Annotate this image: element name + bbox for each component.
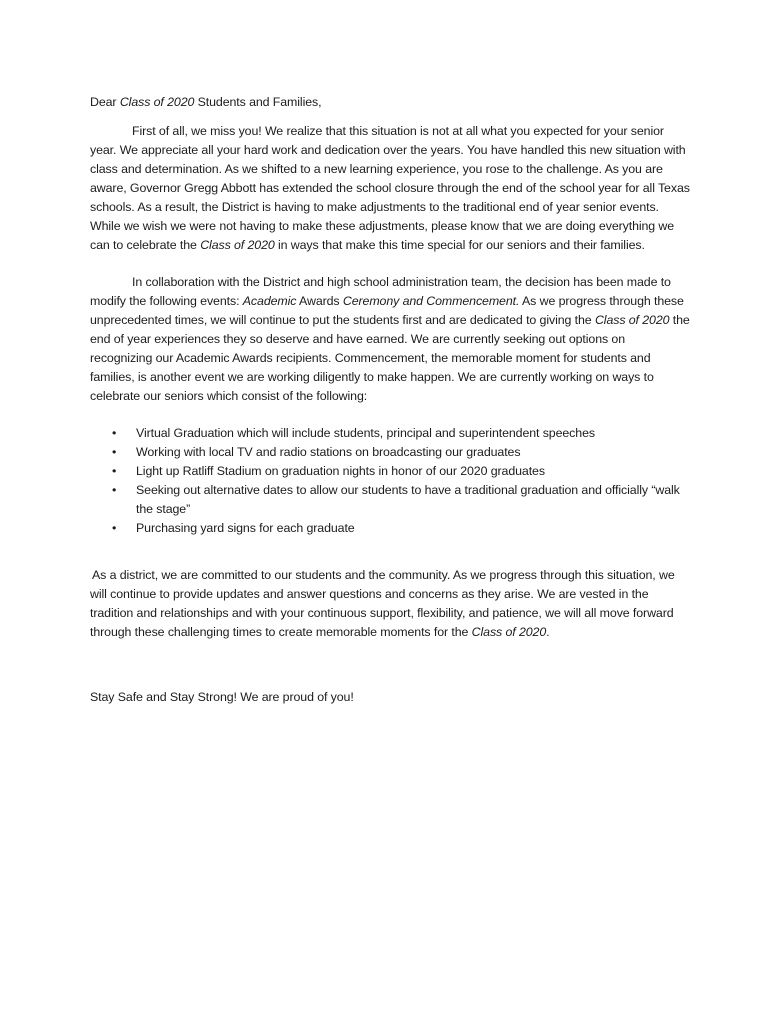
paragraph-1-class-name: Class of 2020 [200,238,275,252]
list-item-text: Light up Ratliff Stadium on graduation nights in honor of our 2020 graduates [136,464,545,478]
paragraph-3 [90,566,690,642]
list-item [90,443,690,462]
bullet-icon: • [112,464,117,478]
paragraph-3-text-a: As a district, we are committed to our students and the community. As we progress through this situation, we will continue to provide updates and answer questions and concerns as they arise. We are vested in the tradition and relationships and with your continuous support, flexibility, and patience, we will all move forward through these challenging times to create memorable moments for the [90,568,675,639]
paragraph-1-text-a: First of all, we miss you! We realize that this situation is not at all what you expected for your senior year. We appreciate all your hard work and dedication over the years. You have handled this new situation with class and determination. As we shifted to a new learning experience, you rose to the challenge. As you are aware, Governor Gregg Abbott has extended the school closure through the end of the school year for all Texas schools. As a result, the District is having to make adjustments to the traditional end of year senior events. While we wish we were not having to make these adjustments, please know that we are doing everything we can to celebrate the [90,124,690,252]
closing-line: Stay Safe and Stay Strong! We are proud of you! [90,690,354,704]
paragraph-3-class-name: Class of 2020 [471,625,547,639]
list-item [90,424,690,443]
paragraph-3-text-b: . [546,625,550,639]
list-item [90,481,690,519]
paragraph-2-class-name: Class of 2020 [594,313,670,327]
list-spacer [90,538,690,566]
salutation-class-name: Class of 2020 [119,95,195,109]
salutation-dear: Dear [90,95,120,109]
list-item-text: Purchasing yard signs for each graduate [136,521,355,535]
salutation [90,93,690,112]
paragraph-2 [90,273,690,406]
celebration-list [90,424,690,538]
paragraph-1 [90,122,690,255]
bullet-icon: • [112,521,117,535]
closing-spacer [90,660,690,688]
letter-body [90,93,690,707]
paragraph-2-text-a: In collaboration with the District and high school administration team, the decision has been made to modify the following events: [90,275,671,308]
paragraph-1-text-b: in ways that make this time special for our seniors and their families. [274,238,645,252]
list-item [90,519,690,538]
paragraph-2-event-academic: Academic [242,294,297,308]
list-item-text: Seeking out alternative dates to allow our students to have a traditional graduation and officially “walk the stage” [136,483,680,516]
salutation-rest: Students and Families, [194,95,322,109]
paragraph-2-event-ceremony: Ceremony and Commencement. [342,294,520,308]
paragraph-2-text-c: the end of year experiences they so deserve and have earned. We are currently seeking out options on recognizing our Academic Awards recipients. Commencement, the memorable moment for students and families, is another event we are working diligently to make happen. We are currently working on ways to celebrate our seniors which consist of the following: [90,313,690,403]
bullet-icon: • [112,445,117,459]
bullet-icon: • [112,426,117,440]
list-item [90,462,690,481]
paragraph-2-text-b: As we progress through these unprecedented times, we will continue to put the students first and are dedicated to giving the [90,294,684,327]
bullet-icon: • [112,483,117,497]
paragraph-2-event-awards: Awards [296,294,343,308]
list-item-text: Virtual Graduation which will include students, principal and superintendent speeches [136,426,595,440]
list-item-text: Working with local TV and radio stations on broadcasting our graduates [136,445,521,459]
